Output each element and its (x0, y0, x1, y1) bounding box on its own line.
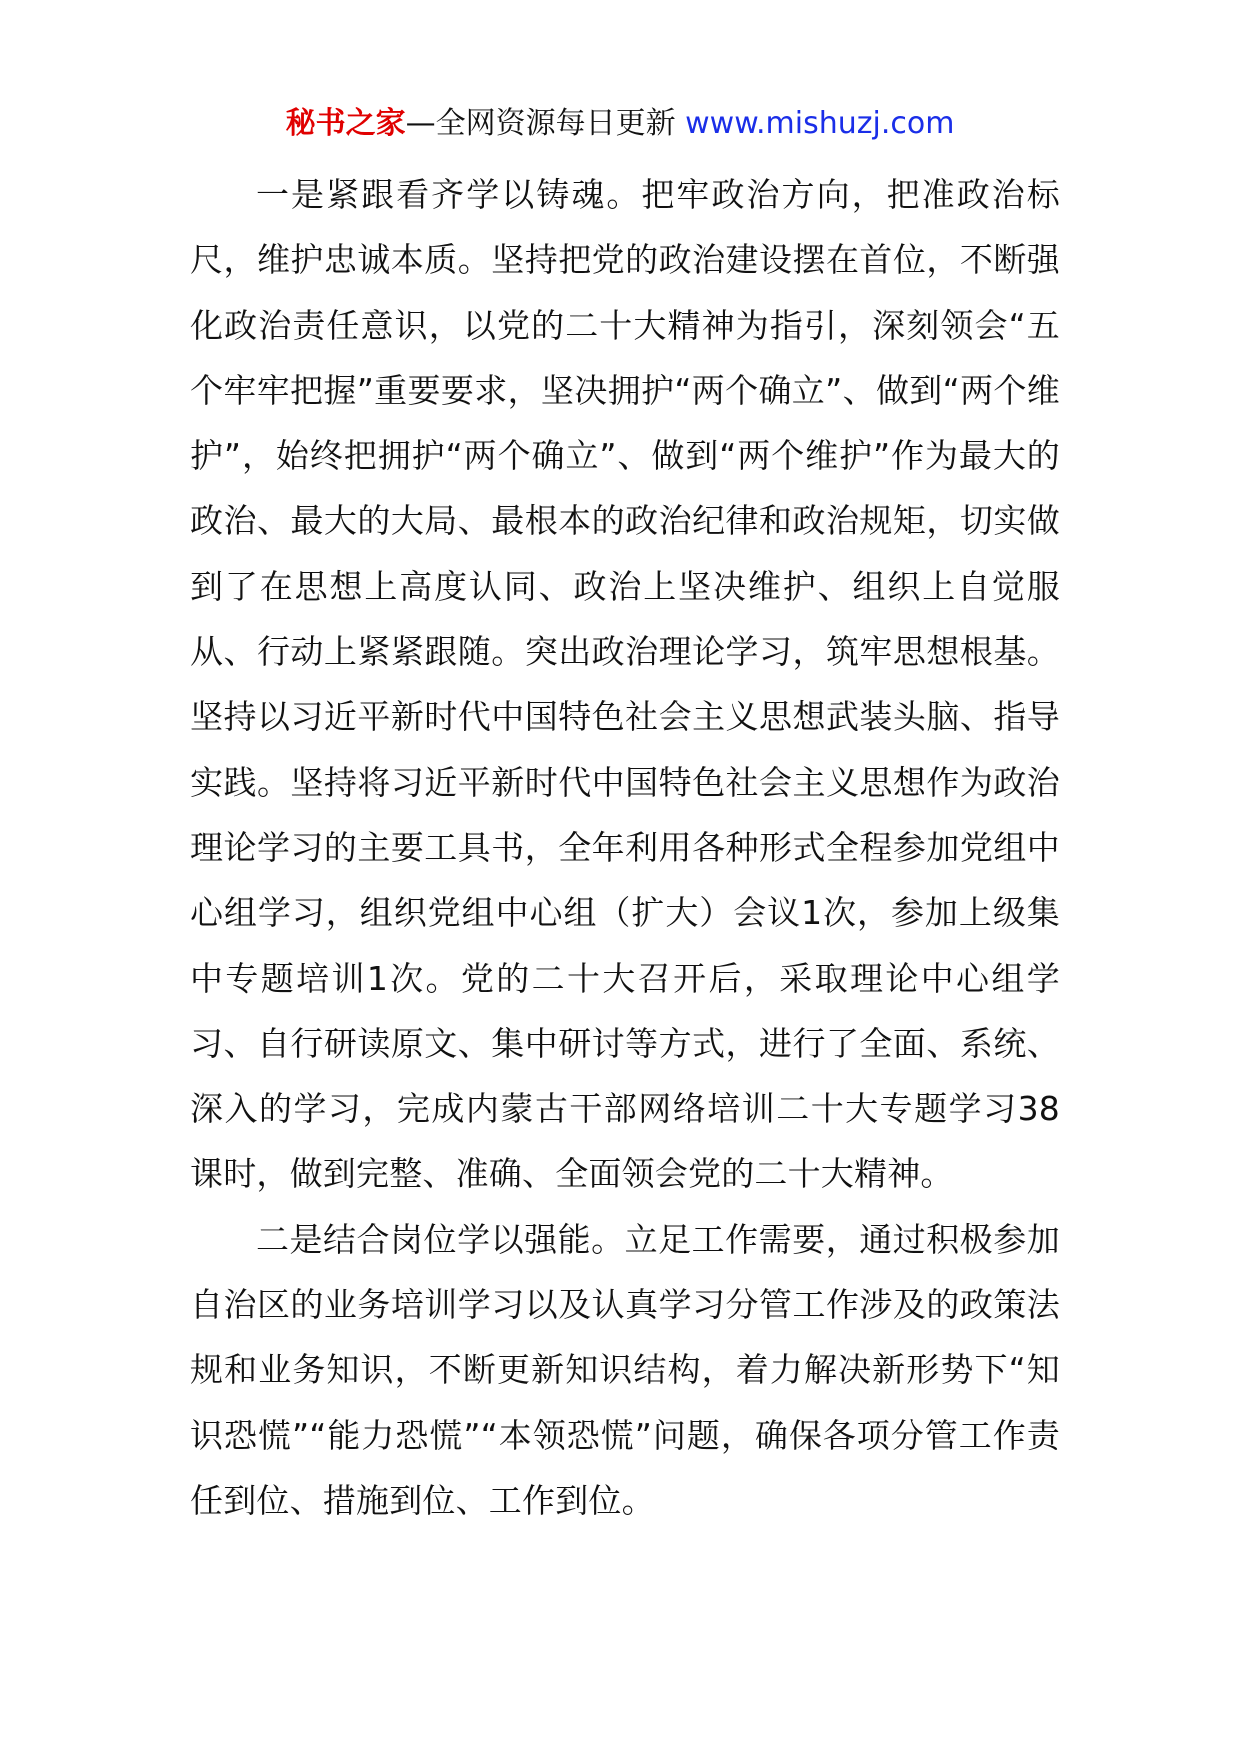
header-tagline: —全网资源每日更新 (405, 106, 676, 141)
brand-name: 秘书之家 (285, 106, 406, 141)
paragraph-2: 二是结合岗位学以强能。立足工作需要，通过积极参加自治区的业务培训学习以及认真学习分管工作涉及的政策法规和业务知识，不断更新知识结构，着力解决新形势下“知识恐慌”“能力恐慌”“本领恐慌”问题，确保各项分管工作责任到位、措施到位、工作到位。 (190, 1219, 1060, 1520)
document-body (190, 162, 1060, 1533)
site-url-link[interactable]: www.mishuzj.com (685, 106, 955, 141)
paragraph-1: 一是紧跟看齐学以铸魂。把牢政治方向，把准政治标尺，维护忠诚本质。坚持把党的政治建设摆在首位，不断强化政治责任意识，以党的二十大精神为指引，深刻领会“五个牢牢把握”重要要求，坚决拥护“两个确立”、做到“两个维护”，始终把拥护“两个确立”、做到“两个维护”作为最大的政治、最大的大局、最根本的政治纪律和政治规矩，切实做到了在思想上高度认同、政治上坚决维护、组织上自觉服从、行动上紧紧跟随。突出政治理论学习，筑牢思想根基。坚持以习近平新时代中国特色社会主义思想武装头脑、指导实践。坚持将习近平新时代中国特色社会主义思想作为政治理论学习的主要工具书，全年利用各种形式全程参加党组中心组学习，组织党组中心组（扩大）会议1次，参加上级集中专题培训1次。党的二十大召开后，采取理论中心组学习、自行研读原文、集中研讨等方式，进行了全面、系统、深入的学习，完成内蒙古干部网络培训二十大专题学习38课时，做到完整、准确、全面领会党的二十大精神。 (190, 175, 1060, 1194)
page-header (0, 100, 1240, 148)
